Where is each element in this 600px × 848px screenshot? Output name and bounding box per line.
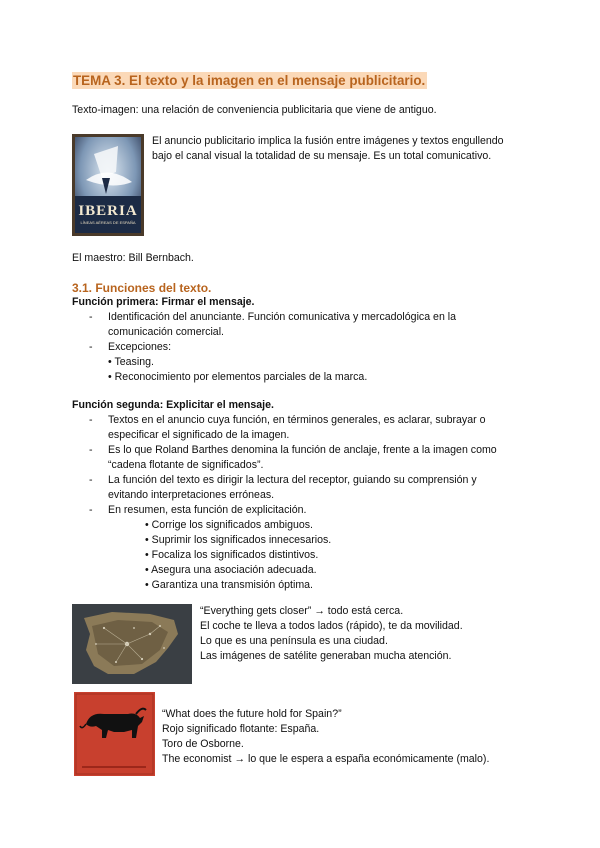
list-item: - En resumen, esta función de explicitación. bbox=[89, 504, 307, 516]
function-2-heading: Función segunda: Explicitar el mensaje. bbox=[72, 399, 274, 411]
example-2-text bbox=[162, 707, 489, 767]
iberia-logo-subtext: LÍNEAS AÉREAS DE ESPAÑA bbox=[80, 220, 136, 225]
iberia-logo-text: IBERIA bbox=[78, 203, 138, 219]
satellite-map-graphic bbox=[72, 604, 192, 684]
iberia-poster-image bbox=[72, 134, 144, 236]
section-title: 3.1. Funciones del texto. bbox=[72, 281, 212, 295]
list-item: - Es lo que Roland Barthes denomina la función de anclaje, frente a la imagen como “cadena flotante de significados”. bbox=[89, 444, 497, 471]
example-1-text bbox=[200, 604, 463, 664]
sub-item: • Asegura una asociación adecuada. bbox=[145, 564, 317, 576]
maestro-line: El maestro: Bill Bernbach. bbox=[72, 252, 194, 264]
intro-line: Texto-imagen: una relación de conveniencia publicitaria que viene de antiguo. bbox=[72, 104, 437, 116]
sub-item: • Reconocimiento por elementos parciales de la marca. bbox=[108, 371, 368, 383]
list-item: - La función del texto es dirigir la lectura del receptor, guiando su comprensión y evitando interpretaciones erróneas. bbox=[89, 474, 477, 501]
example-2-line: The economist → lo que le espera a españa económicamente (malo). bbox=[162, 753, 490, 765]
economist-cover-image bbox=[74, 692, 155, 776]
example-1-line: Lo que es una península es una ciudad. bbox=[200, 635, 388, 647]
sub-item: • Corrige los significados ambiguos. bbox=[145, 519, 313, 531]
list-item: - Identificación del anunciante. Función comunicativa y mercadológica en la comunicación comercial. bbox=[89, 311, 457, 338]
example-2-line: Toro de Osborne. bbox=[162, 738, 244, 750]
function-1-list bbox=[89, 310, 457, 385]
list-item: - Excepciones: bbox=[89, 341, 172, 353]
intro-paragraph-line: El anuncio publicitario implica la fusión entre imágenes y textos engullendo bbox=[152, 135, 504, 147]
function-1-heading: Función primera: Firmar el mensaje. bbox=[72, 296, 255, 308]
sub-list bbox=[108, 355, 456, 385]
sub-list bbox=[145, 518, 497, 593]
example-2-line: Rojo significado flotante: España. bbox=[162, 723, 320, 735]
example-1-line: El coche te lleva a todos lados (rápido), te da movilidad. bbox=[200, 620, 463, 632]
example-2-line: “What does the future hold for Spain?” bbox=[162, 708, 342, 720]
sub-item: • Garantiza una transmisión óptima. bbox=[145, 579, 313, 591]
example-1-line: Las imágenes de satélite generaban mucha atención. bbox=[200, 650, 452, 662]
list-item: - Textos en el anuncio cuya función, en términos generales, es aclarar, subrayar o especificar el significado de la imagen. bbox=[89, 414, 486, 441]
sub-item: • Teasing. bbox=[108, 356, 154, 368]
page-title: TEMA 3. El texto y la imagen en el mensaje publicitario. bbox=[73, 73, 426, 88]
satellite-map-image bbox=[72, 604, 192, 684]
osborne-bull-icon bbox=[74, 692, 155, 776]
example-1-line: “Everything gets closer” → todo está cerca. bbox=[200, 605, 404, 617]
function-2-list bbox=[89, 413, 497, 593]
sub-item: • Suprimir los significados innecesarios. bbox=[145, 534, 332, 546]
intro-paragraph bbox=[152, 134, 504, 164]
intro-paragraph-line: bajo el canal visual la totalidad de su mensaje. Es un total comunicativo. bbox=[152, 150, 492, 162]
sub-item: • Focaliza los significados distintivos. bbox=[145, 549, 319, 561]
